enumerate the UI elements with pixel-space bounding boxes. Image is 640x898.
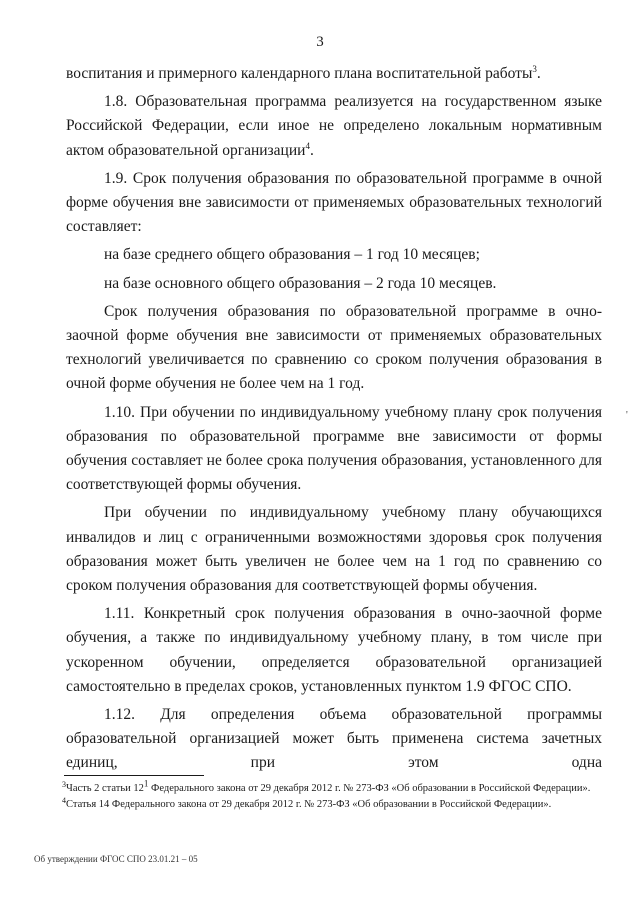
paragraph-1-12: 1.12. Для определения объема образовательной программы образовательной организацией может быть применена система зачетных единиц, при этом одна <box>66 706 602 772</box>
footnote-ref: 4 <box>305 140 310 151</box>
body-text <box>66 62 602 776</box>
paragraph-part-time-term: Срок получения образования по образовательной программе в очно-заочной форме обучения вне зависимости от применяемых образовательных технологий увеличивается по сравнению со сроком получения образования в очной форме обучения не более чем на 1 год. <box>66 302 602 393</box>
footnote-inner-sup: 1 <box>143 778 149 789</box>
paragraph-1-11: 1.11. Конкретный срок получения образования в очно-заочной форме обучения, а также по индивидуальному учебному плану, в том числе при ускоренном обучении, определяется образовательной организацией самостоятельно в пределах сроков, установленных пунктом 1.9 ФГОС СПО. <box>66 605 602 695</box>
paragraph-tail: . <box>536 65 541 82</box>
footnote-ref: 3 <box>532 63 537 74</box>
list-item-secondary-general: на базе среднего общего образования – 1 год 10 месяцев; <box>104 246 480 264</box>
footnote-3 <box>62 778 602 795</box>
footnote-text: Статья 14 Федерального закона от 29 декабря 2012 г. № 273-ФЗ «Об образовании в Российской Федерации». <box>66 799 552 810</box>
footnote-mark: 4 <box>62 796 66 805</box>
footnotes <box>62 778 602 814</box>
paragraph-disabled-students: При обучении по индивидуальному учебному плану обучающихся инвалидов и лиц с ограниченными возможностями здоровья срок получения образования может быть увеличен не более чем на 1 год по сравнению со сроком получения образования для соответствующей формы обучения. <box>66 504 602 595</box>
page-footer: Об утверждении ФГОС СПО 23.01.21 – 05 <box>34 854 198 864</box>
page-number: 3 <box>316 34 324 50</box>
footnote-text: Часть 2 статьи 12 <box>66 783 144 794</box>
paragraph-1-8 <box>66 90 602 163</box>
list-item-basic-general: на базе основного общего образования – 2 года 10 месяцев. <box>104 274 497 292</box>
paragraph-1-9: 1.9. Срок получения образования по образовательной программе в очной форме обучения вне зависимости от применяемых образовательных технологий составляет: <box>66 169 602 236</box>
paragraph-1-10: 1.10. При обучении по индивидуальному учебному плану срок получения образования по образовательной программе вне зависимости от формы обучения составляет не более срока получения образования, установленного для соответствующей формы обучения. <box>66 403 602 494</box>
scan-edge-mark: ' <box>626 410 628 421</box>
footnote-text-tail: Федерального закона от 29 декабря 2012 г. № 273-ФЗ «Об образовании в Российской Федерации». <box>148 783 591 794</box>
footnote-mark: 3 <box>62 780 66 789</box>
paragraph-text: 1.8. Образовательная программа реализуется на государственном языке Российской Федерации, если иное не определено локальным нормативным актом образовательной организации <box>66 93 602 159</box>
paragraph-continuation <box>66 62 602 86</box>
footnote-divider <box>64 775 204 776</box>
paragraph-tail: . <box>309 141 314 159</box>
paragraph-text: воспитания и примерного календарного плана воспитательной работы <box>66 65 533 82</box>
footnote-4 <box>62 798 602 811</box>
